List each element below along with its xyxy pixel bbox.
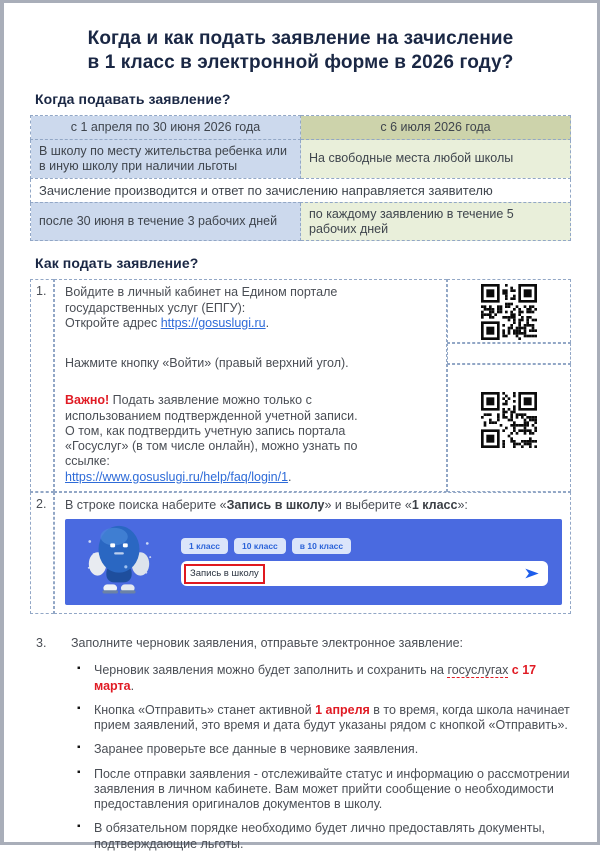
step3-number: 3. — [36, 636, 47, 651]
step3-row — [30, 636, 571, 651]
enrollment-periods-table — [30, 115, 571, 241]
confirm-account-text: О том, как подтвердить учетную запись портала «Госуслуг» (в том числе онлайн), можно узнать по ссылке: — [65, 423, 358, 469]
search-field-mock — [181, 561, 548, 586]
search-phrase-bold: Запись в школу — [226, 497, 325, 512]
gosuslugi-link[interactable]: https://gosuslugi.ru — [160, 315, 266, 330]
bullet-text: Черновик заявления можно будет заполнить и сохранить на — [94, 663, 448, 678]
epgu-text: Войдите в личный кабинет на Едином портале государственных услуг (ЕПГУ): — [65, 285, 338, 315]
enrollment-note-cell: Зачисление производится и ответ по зачислению направляется заявителю — [31, 178, 571, 202]
how-heading: Как подать заявление? — [35, 255, 199, 272]
spacer-cell — [447, 343, 571, 364]
step2-number: 2. — [30, 492, 54, 614]
table-row — [31, 116, 571, 140]
bullet-square-icon: ▪ — [77, 821, 81, 833]
bullet-text: в то время, когда школа начинает прием заявлений, это время и дата будут указаны рядом с кнопкой «Отправить». — [94, 702, 570, 733]
period-text: . — [265, 315, 270, 330]
bullet-text: После отправки заявления - отслеживайте статус и информацию о рассмотрении заявления в личном кабинете. Вам может прийти сообщение о необходимости предоставления оригиналов документов в школу. — [94, 766, 570, 812]
period2-terms-cell: по каждому заявлению в течение 5 рабочих дней — [301, 202, 571, 241]
bullet-text: . — [130, 678, 135, 693]
bullet-square-icon: ▪ — [77, 702, 81, 714]
step1-row — [30, 279, 571, 492]
step1-number: 1. — [30, 279, 54, 492]
instruction-text: »: — [457, 497, 468, 512]
chip-v-10-klass: в 10 класс — [292, 538, 351, 554]
step2-instruction — [65, 498, 562, 513]
qr-help-cell — [447, 364, 571, 492]
steps-table — [30, 279, 571, 614]
step2-content — [54, 492, 571, 614]
period2-header-cell: с 6 июля 2026 года — [301, 116, 571, 140]
send-icon — [524, 567, 540, 580]
chip-10-klass: 10 класс — [234, 538, 286, 554]
bullet-square-icon: ▪ — [77, 766, 81, 778]
confirm-account-paragraph — [65, 424, 405, 485]
period2-detail-cell: На свободные места любой школы — [301, 140, 571, 179]
step1-content — [54, 279, 447, 492]
important-label: Важно! — [65, 393, 110, 408]
table-row — [31, 202, 571, 241]
checklist — [77, 663, 571, 852]
suggestion-chips — [181, 538, 548, 554]
instruction-text: В строке поиска наберите « — [65, 497, 227, 512]
list-item — [77, 703, 571, 734]
login-instruction: Нажмите кнопку «Войти» (правый верхний угол). — [65, 356, 349, 371]
instruction-text: » и выберите « — [324, 497, 412, 512]
qr-gosuslugi-cell — [447, 279, 571, 343]
list-item — [77, 767, 571, 813]
period-text: . — [288, 469, 292, 484]
qr-help-icon — [481, 392, 537, 448]
when-heading: Когда подавать заявление? — [35, 91, 231, 108]
important-text: Подать заявление можно только с использованием подтвержденной учетной записи. — [65, 393, 358, 423]
gosuslugi-underlined: госуслугах — [447, 663, 509, 678]
bullet-text: Заранее проверьте все данные в черновике заявления. — [94, 742, 419, 757]
account-help-link[interactable]: https://www.gosuslugi.ru/help/faq/login/1 — [65, 469, 289, 484]
period1-terms-cell: после 30 июня в течение 3 рабочих дней — [31, 202, 301, 241]
max-robot-icon — [83, 522, 159, 602]
important-note — [65, 393, 405, 424]
search-query-highlight: Запись в школу — [184, 564, 265, 584]
search-screenshot — [65, 519, 562, 605]
grade-phrase-bold: 1 класс — [411, 497, 458, 512]
bullet-square-icon: ▪ — [77, 663, 81, 675]
open-address-text: Откройте адрес — [65, 315, 161, 330]
page-title-line1: Когда и как подать заявление на зачисление — [87, 28, 514, 49]
table-row — [31, 178, 571, 202]
submit-date-highlight: 1 апреля — [315, 702, 370, 717]
epgu-paragraph — [65, 285, 405, 331]
page-title-line2: в 1 класс в электронной форме в 2026 году? — [87, 52, 514, 74]
step2-row — [30, 492, 571, 614]
period1-detail-cell: В школу по месту жительства ребенка или в иную школу при наличии льготы — [31, 140, 301, 179]
bullet-text: В обязательном порядке необходимо будет лично предоставлять документы, подтверждающие льготы. — [94, 821, 545, 851]
qr-column — [447, 279, 571, 492]
step3-instruction: Заполните черновик заявления, отправьте электронное заявление: — [71, 636, 464, 651]
bullet-text: Кнопка «Отправить» станет активной — [94, 702, 316, 717]
list-item — [77, 821, 571, 852]
search-panel — [181, 538, 548, 586]
bullet-square-icon: ▪ — [77, 742, 81, 754]
list-item — [77, 663, 571, 694]
qr-gosuslugi-icon — [481, 284, 537, 340]
draft-date-highlight: с 17 марта — [94, 663, 537, 693]
table-row — [31, 140, 571, 179]
page-title — [30, 27, 571, 75]
chip-1-klass: 1 класс — [181, 538, 228, 554]
period1-header-cell: с 1 апреля по 30 июня 2026 года — [31, 116, 301, 140]
list-item — [77, 742, 571, 757]
